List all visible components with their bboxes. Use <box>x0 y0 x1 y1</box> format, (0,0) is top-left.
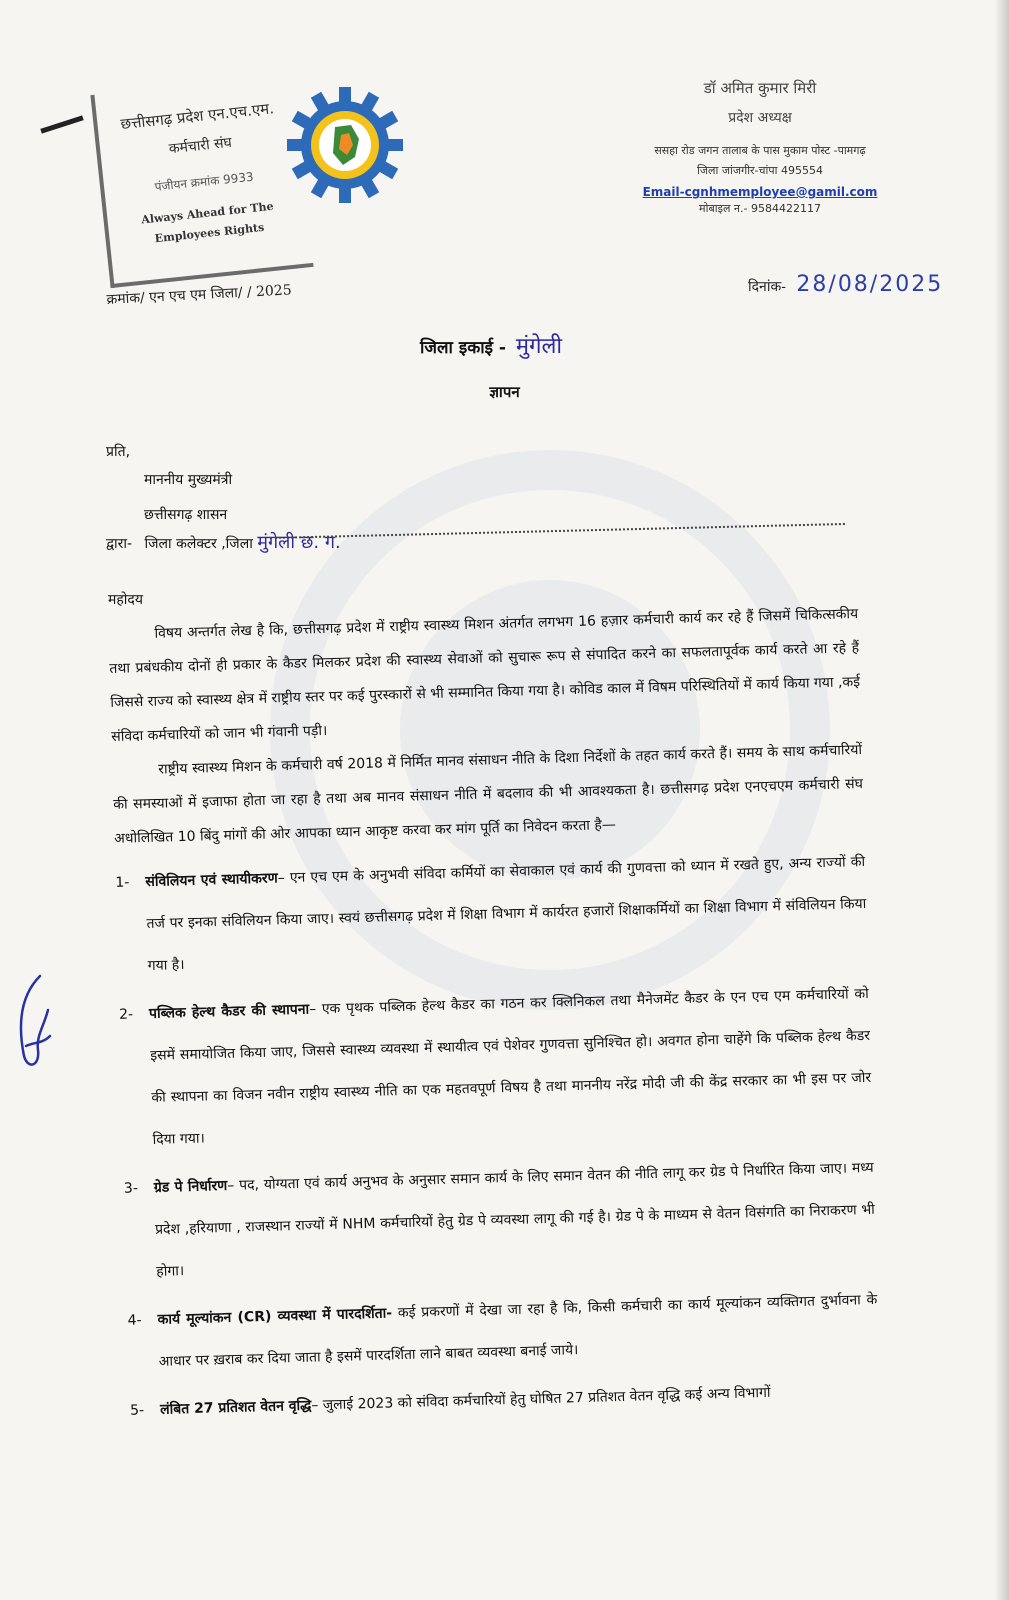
demand-text <box>157 1279 879 1383</box>
salutation: महोदय <box>108 592 143 608</box>
via-handwritten: मुंगेली छ. ग. <box>257 532 341 553</box>
tagline-line1: Always Ahead for The <box>140 199 275 227</box>
reference-number: क्रमांक/ एन एच एम जिला/ / 2025 <box>106 282 293 308</box>
memo-title: ज्ञापन <box>489 383 520 401</box>
president-details <box>615 78 905 219</box>
organization-logo <box>285 85 405 205</box>
demand-number: 4- <box>127 1312 142 1329</box>
district-unit-label: जिला इकाई - <box>420 338 506 358</box>
to-label: प्रति, <box>106 444 131 460</box>
district-unit-value: मुंगेली <box>515 334 563 359</box>
demand-item <box>127 1279 879 1384</box>
via-text: जिला कलेक्टर ,जिला <box>144 536 253 552</box>
recipient-line1: माननीय मुख्यमंत्री <box>144 472 233 488</box>
organization-stamp <box>90 74 313 288</box>
demand-item <box>115 841 868 988</box>
demand-body: – एन एच एम के अनुभवी संविदा कर्मियों का सेवाकाल एवं कार्य की गुणवत्ता को ध्यान में रखते हुए, अन्य राज्यों की तर्ज पर इनका संविलियन किया जाए। स्वयं छत्तीसगढ़ प्रदेश में शिक्षा विभाग में कार्यरत हजारों शिक्षाकर्मियों का शिक्षा विभाग में संविलियन किया गया है। <box>146 853 867 975</box>
mobile-number: मोबाइल न.- 9584422117 <box>699 202 821 215</box>
demand-heading: संविलियन एवं स्थायीकरण <box>145 870 279 891</box>
via-line <box>106 530 341 554</box>
president-title: प्रदेश अध्यक्ष <box>728 110 792 126</box>
demand-heading: ग्रेड पे निर्धारण <box>153 1177 228 1196</box>
demand-number: 2- <box>118 1006 134 1023</box>
demand-body: – जुलाई 2023 को संविदा कर्मचारियों हेतु घोषित 27 प्रतिशत वेतन वृद्धि कई अन्य विभागों <box>311 1384 771 1414</box>
demand-text <box>148 973 872 1161</box>
tagline <box>107 193 310 254</box>
demand-text <box>153 1147 876 1293</box>
demand-number: 5- <box>129 1402 145 1419</box>
demand-item <box>118 973 872 1162</box>
president-name: डॉ अमित कुमार मिरी <box>703 79 817 97</box>
registration-number: पंजीयन क्रमांक 9933 <box>153 169 255 194</box>
district-unit <box>420 330 562 360</box>
demand-heading: पब्लिक हेल्थ कैडर की स्थापना <box>148 1001 310 1023</box>
demand-number: 1- <box>115 874 130 891</box>
date-label: दिनांक- <box>748 279 786 295</box>
via-label: द्वारा- <box>106 536 133 552</box>
demand-body: – एक पृथक पब्लिक हेल्थ कैडर का गठन कर क्लिनिकल तथा मैनेजमेंट कैडर के एन एच एम कर्मचारियों को इसमें समायोजित किया जाए, जिससे स्वास्थ्य व्यवस्था में स्थायीत्व एवं पेशेवर गुणवत्ता सुनिश्चित हो। अवगत होना चाहेंगे कि पब्लिक हेल्थ कैडर की स्थापना का विजन नवीन राष्ट्रीय स्वास्थ्य नीति का एक महतवपूर्ण विषय है तथा माननीय नरेंद्र मोदी जी की केंद्र सरकार का भी इस पर जोर दिया गया। <box>150 985 872 1148</box>
scan-mark <box>40 115 83 133</box>
demand-heading: लंबित 27 प्रतिशत वेतन वृद्धि <box>159 1397 312 1418</box>
body-paragraph: राष्ट्रीय स्वास्थ्य मिशन के कर्मचारी वर्ष 2018 में निर्मित मानव संसाधन नीति के दिशा निर्देशों के तहत कार्य करते हैं। समय के साथ कर्मचारियों की समस्याओं में इजाफा होता जा रहा है तथा अब मानव संसाधन नीति में बदलाव की भी आवश्यकता है। छत्तीसगढ़ प्रदेश एनएचएम कर्मचारी संघ अधोलिखित 10 बिंदु मांगों की ओर आपका ध्यान आकृष्ट करवा कर मांग पूर्ति का निवेदन करता है— <box>112 742 864 847</box>
org-name-line2: कर्मचारी संघ <box>168 134 233 158</box>
demand-text <box>145 841 868 987</box>
letter-body <box>108 597 880 1432</box>
address-line1: ससहा रोड जगन तालाब के पास मुकाम पोस्ट -पामगढ़ <box>654 144 866 157</box>
page-edge-shadow <box>995 0 1009 1600</box>
org-name-line1: छत्तीसगढ़ प्रदेश एन.एच.एम. <box>119 99 275 134</box>
margin-signature <box>10 966 54 1086</box>
address-line2: जिला जांजगीर-चांपा 495554 <box>697 164 823 177</box>
date-value: 28/08/2025 <box>796 272 944 297</box>
body-paragraph: विषय अन्तर्गत लेख है कि, छत्तीसगढ़ प्रदेश में राष्ट्रीय स्वास्थ्य मिशन अंतर्गत लगभग 16 हज़ार कर्मचारी कार्य कर रहे हैं जिसमें चिकित्सकीय तथा प्रबंधकीय दोनों ही प्रकार के कैडर मिलकर प्रदेश की स्वास्थ्य सेवाओं को सुचारू रूप से संपादित करने का सफलतापूर्वक कार्य करते आ रहे हैं जिससे राज्य को स्वास्थ्य क्षेत्र में राष्ट्रीय स्तर पर कई पुरस्कारों से भी सम्मानित किया गया है। कोविड काल में विषम परिस्थितियों में कार्य किया गया ,कई संविदा कर्मचारियों को जान भी गंवानी पड़ी। <box>109 606 861 745</box>
email-link[interactable]: Email-cgnhmemployee@gamil.com <box>642 185 878 199</box>
date-line <box>748 272 943 297</box>
demand-item <box>123 1147 876 1294</box>
demand-body: कई प्रकरणों में देखा जा रहा है कि, किसी कर्मचारी का कार्य मूल्यांकन व्यक्तिगत दुर्भावना के आधार पर ख़राब कर दिया जाता है इसमें पारदर्शिता लाने बाबत व्यवस्था बनाई जाये। <box>158 1291 878 1370</box>
demand-heading: कार्य मूल्यांकन (CR) व्यवस्था में पारदर्शिता- <box>157 1305 393 1328</box>
tagline-line2: Employees Rights <box>154 220 265 246</box>
demand-number: 3- <box>123 1180 139 1197</box>
demand-body: – पद, योग्यता एवं कार्य अनुभव के अनुसार समान कार्य के लिए समान वेतन की नीति लागू कर ग्रेड पे निर्धारित किया जाए। मध्य प्रदेश ,हरियाणा , राजस्थान राज्यों में NHM कर्मचारियों हेतु ग्रेड पे व्यवस्था लागू की गई है। ग्रेड पे के माध्यम से वेतन विसंगति का निराकरण भी होगा। <box>154 1159 876 1280</box>
recipient-line2: छत्तीसगढ़ शासन <box>144 507 228 523</box>
